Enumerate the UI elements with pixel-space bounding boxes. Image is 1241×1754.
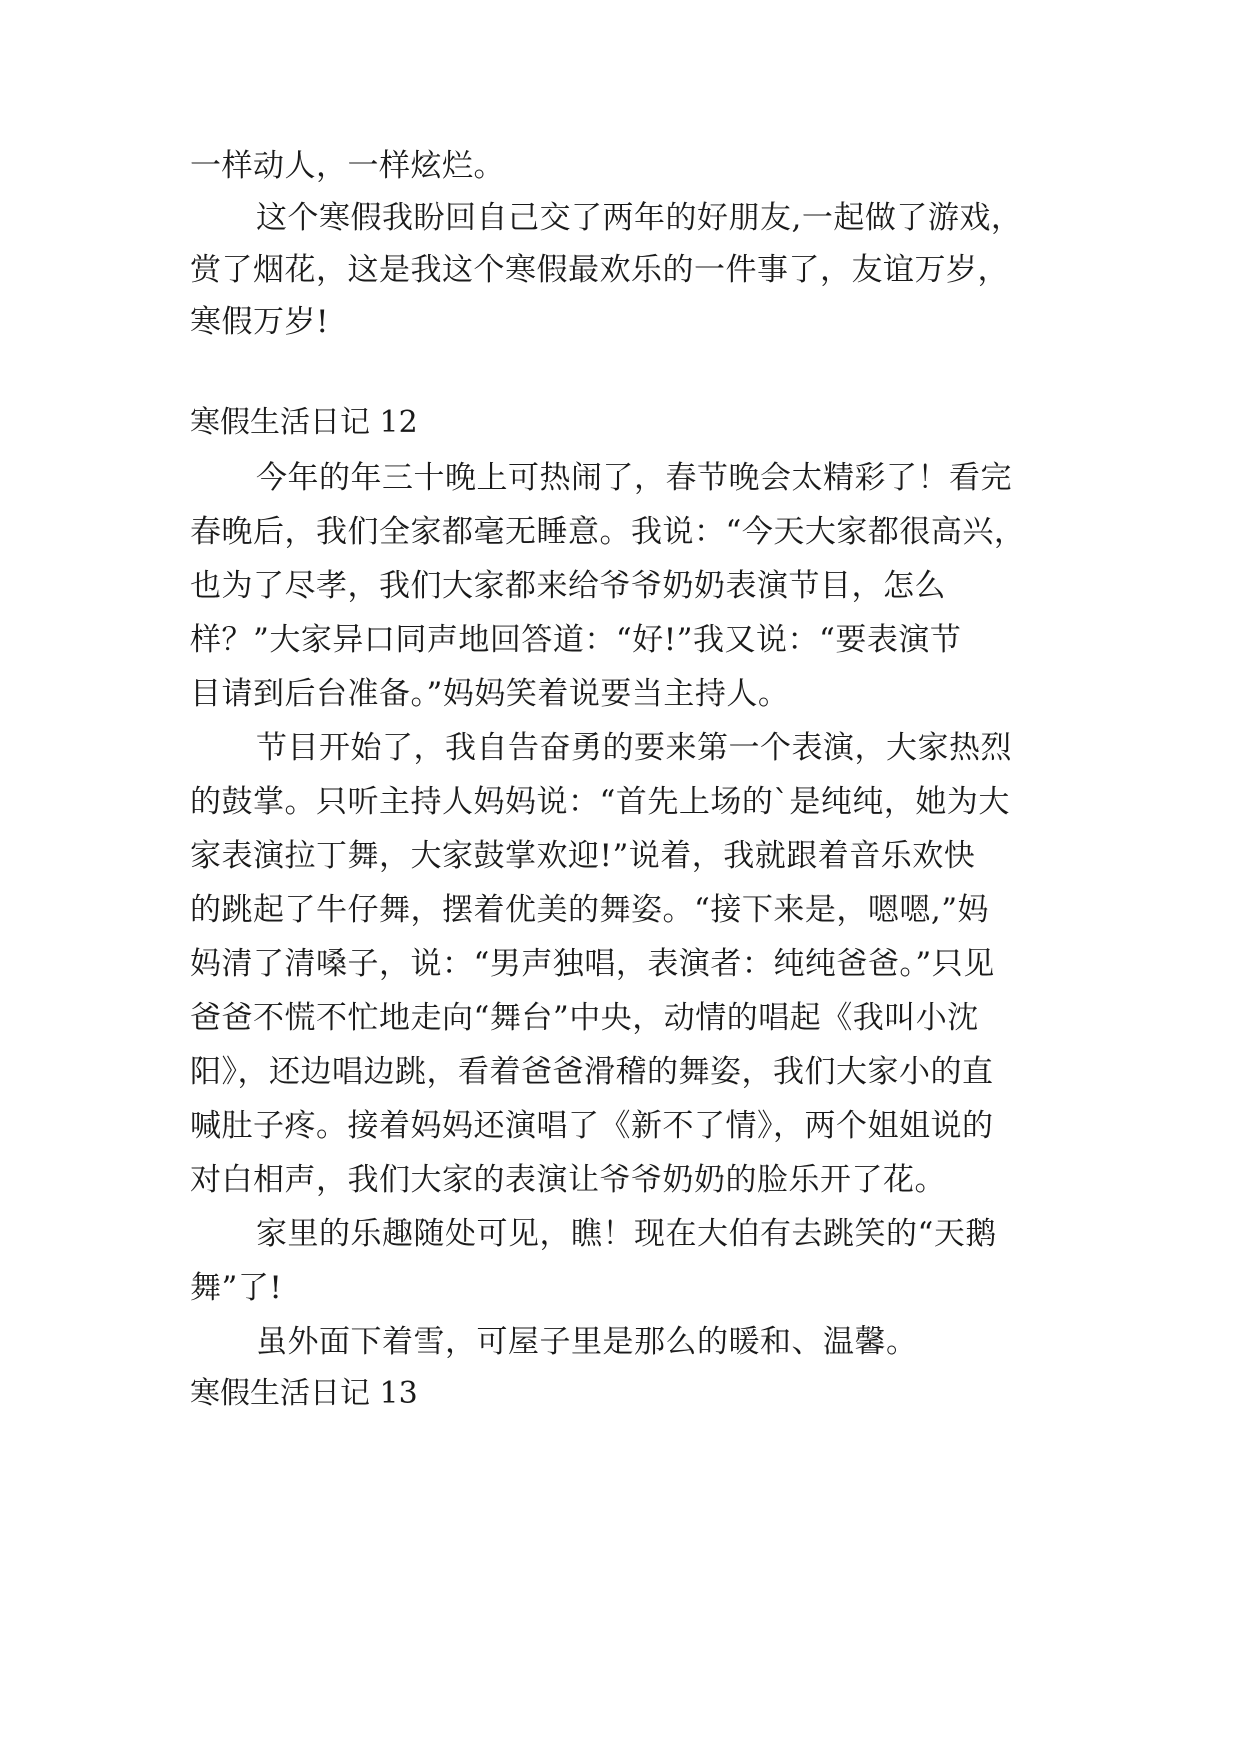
paragraph-line: 虽外面下着雪，可屋子里是那么的暖和、温馨。 bbox=[256, 1324, 918, 1360]
paragraph-line: 赏了烟花，这是我这个寒假最欢乐的一件事了，友谊万岁， bbox=[190, 252, 1009, 288]
paragraph-line: 对白相声，我们大家的表演让爷爷奶奶的脸乐开了花。 bbox=[190, 1162, 946, 1198]
paragraph-line: 节目开始了，我自告奋勇的要来第一个表演，大家热烈 bbox=[256, 730, 1012, 766]
section-heading-13: 寒假生活日记 13 bbox=[190, 1376, 418, 1411]
paragraph-line: 也为了尽孝，我们大家都来给爷爷奶奶表演节目，怎么 bbox=[190, 568, 946, 604]
paragraph-line: 的鼓掌。只听主持人妈妈说：“首先上场的`是纯纯，她为大 bbox=[190, 784, 1010, 820]
paragraph-line: 目请到后台准备。”妈妈笑着说要当主持人。 bbox=[190, 676, 790, 712]
paragraph-line: 这个寒假我盼回自己交了两年的好朋友,一起做了游戏， bbox=[256, 200, 1023, 236]
paragraph-line: 样？”大家异口同声地回答道：“好!”我又说：“要表演节 bbox=[190, 622, 962, 658]
paragraph-line: 寒假万岁! bbox=[190, 304, 329, 340]
paragraph-line: 妈清了清嗓子，说：“男声独唱，表演者：纯纯爸爸。”只见 bbox=[190, 946, 995, 982]
paragraph-line: 爸爸不慌不忙地走向“舞台”中央，动情的唱起《我叫小沈 bbox=[190, 1000, 979, 1036]
paragraph-line: 阳》，还边唱边跳，看着爸爸滑稽的舞姿，我们大家小的直 bbox=[190, 1054, 994, 1090]
paragraph-line: 春晚后，我们全家都毫无睡意。我说：“今天大家都很高兴， bbox=[190, 514, 1026, 550]
paragraph-line: 舞”了! bbox=[190, 1270, 283, 1306]
paragraph-line: 一样动人，一样炫烂。 bbox=[190, 148, 505, 184]
paragraph-line: 今年的年三十晚上可热闹了，春节晚会太精彩了！看完 bbox=[256, 460, 1012, 496]
paragraph-line: 的跳起了牛仔舞，摆着优美的舞姿。“接下来是，嗯嗯,”妈 bbox=[190, 892, 990, 928]
paragraph-line: 喊肚子疼。接着妈妈还演唱了《新不了情》，两个姐姐说的 bbox=[190, 1108, 994, 1144]
paragraph-line: 家里的乐趣随处可见，瞧！现在大伯有去跳笑的“天鹅 bbox=[256, 1216, 997, 1252]
paragraph-line: 家表演拉丁舞，大家鼓掌欢迎!”说着，我就跟着音乐欢快 bbox=[190, 838, 976, 874]
section-heading-12: 寒假生活日记 12 bbox=[190, 405, 418, 440]
